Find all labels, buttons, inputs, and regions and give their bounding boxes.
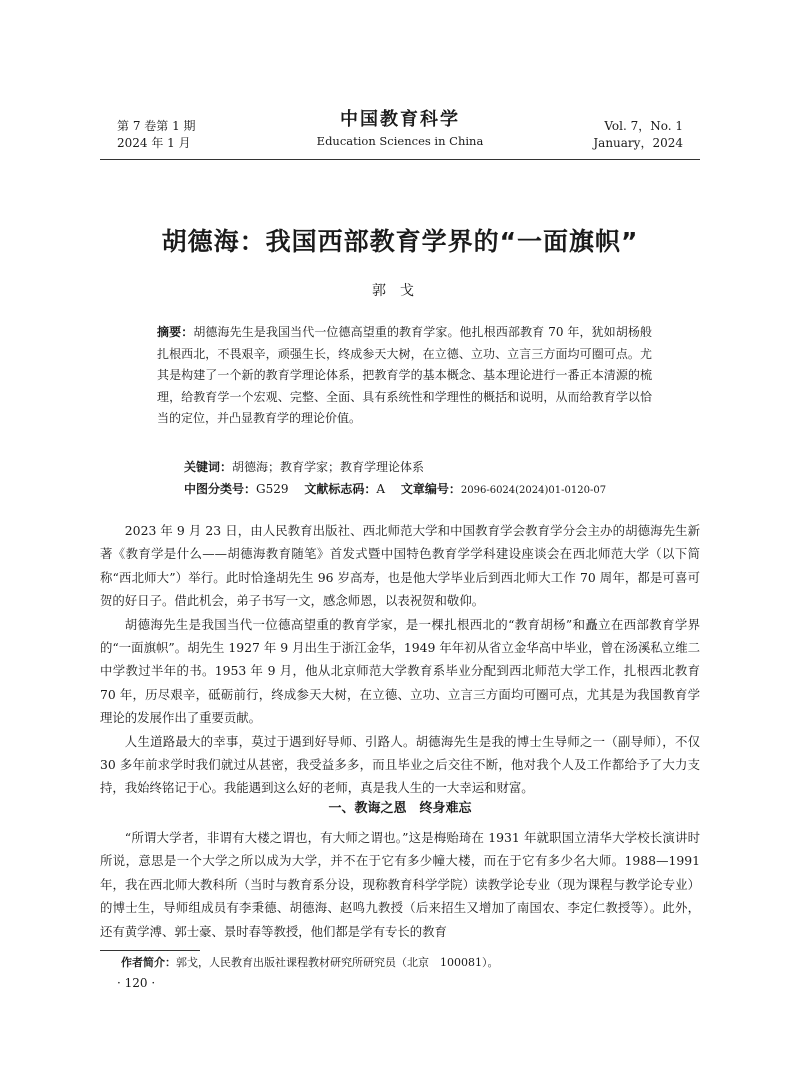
issue-date-en: January，2024 xyxy=(593,136,683,150)
article-author: 郭戈 xyxy=(372,283,428,299)
header-rule xyxy=(100,159,700,160)
footnote-text: 郭戈，人民教育出版社课程教材研究所研究员（北京 100081）。 xyxy=(176,956,499,969)
intro-paragraphs xyxy=(100,519,700,800)
paragraph-4: “所谓大学者，非谓有大楼之谓也，有大师之谓也。”这是梅贻琦在 1931 年就职国立清华大学校长演讲时所说，意思是一个大学之所以成为大学，并不在于它有多少幢大楼，而在于它有多少名大师。1988—1991 年，我在西北师大教科所（当时与教育系分设，现称教育科学学院）读教学论专业（现为课程与教学论专业）的博士生，导师组成员有李秉德、胡德海、赵鸣九教授（后来招生又增加了南国农、李定仁教授等）。此外，还有黄学溥、郭士豪、景时春等教授，他们都是学有专长的教育 xyxy=(100,830,700,939)
article-number-label: 文章编号： xyxy=(400,482,461,496)
doc-code-value: A xyxy=(376,482,386,496)
doc-code-label: 文献标志码： xyxy=(304,482,377,496)
volume-issue: 第 7 卷第 1 期 xyxy=(117,119,196,133)
abstract-text: 胡德海先生是我国当代一位德高望重的教育学家。他扎根西部教育 70 年，犹如胡杨般扎根西北，不畏艰辛，顽强生长，终成参天大树，在立德、立功、立言三方面均可圈可点。尤其是构建了一个新的教育学理论体系，把教育学的基本概念、基本理论进行一番正本清源的梳理，给教育学一个宏观、完整、全面、具有系统性和学理性的概括和说明，从而给教育学以恰当的定位，并凸显教育学的理论价值。 xyxy=(157,325,652,425)
footnote-label: 作者简介： xyxy=(121,956,176,969)
footnote-rule xyxy=(100,950,200,951)
keywords-text: 胡德海；教育学家；教育学理论体系 xyxy=(232,460,425,474)
journal-logo: 中国教育科学 xyxy=(340,109,460,130)
issue-date-cn: 2024 年 1 月 xyxy=(117,136,191,150)
keywords-label: 关键词： xyxy=(184,460,233,474)
abstract xyxy=(157,322,652,430)
header-volume-en xyxy=(593,118,683,152)
article-title: 胡德海：我国西部教育学界的“一面旗帜” xyxy=(161,227,639,256)
classification-line xyxy=(184,480,606,500)
article-number-value: 2096-6024(2024)01-0120-07 xyxy=(460,485,607,496)
keywords xyxy=(184,458,424,476)
author-footnote xyxy=(121,955,499,971)
paragraph-3: 人生道路最大的幸事，莫过于遇到好导师、引路人。胡德海先生是我的博士生导师之一（副导师），不仅 30 多年前求学时我们就过从甚密，我受益多多，而且毕业之后交往不断，他对我个人及工作都给予了大力支持，我始终铭记于心。我能遇到这么好的老师，真是我人生的一大幸运和财富。 xyxy=(100,733,700,796)
journal-name-en: Education Sciences in China xyxy=(316,134,484,148)
paragraph-2: 胡德海先生是我国当代一位德高望重的教育学家，是一棵扎根西北的“教育胡杨”和矗立在西部教育学界的“一面旗帜”。胡先生 1927 年 9 月出生于浙江金华，1949 年年初从省立金华高中毕业，曾在汤溪私立维二中学教过半年的书。1953 年 9 月，他从北京师范大学教育系毕业分配到西北师范大学工作，扎根西北教育 70 年，历尽艰辛，砥砺前行，终成参天大树，在立德、立功、立言三方面均可圈可点，尤其是为我国教育学理论的发展作出了重要贡献。 xyxy=(100,616,700,726)
paragraph-1: 2023 年 9 月 23 日，由人民教育出版社、西北师范大学和中国教育学会教育学分会主办的胡德海先生新著《教育学是什么——胡德海教育随笔》首发式暨中国特色教育学学科建设座谈会在西北师范大学（以下简称“西北师大”）举行。此时恰逢胡先生 96 岁高寿，也是他大学毕业后到西北师大工作 70 周年，都是可喜可贺的好日子。借此机会，弟子书写一文，感念师恩，以表祝贺和敬仰。 xyxy=(100,523,700,609)
volume-issue-en: Vol. 7，No. 1 xyxy=(604,119,683,133)
section-heading-1: 一、教诲之恩 终身难忘 xyxy=(328,801,472,816)
clc-label: 中图分类号： xyxy=(184,482,257,496)
section-1-body xyxy=(100,826,700,943)
abstract-label: 摘要： xyxy=(157,325,194,339)
page-number: · 120 · xyxy=(117,976,156,990)
clc-value: G529 xyxy=(256,482,289,496)
